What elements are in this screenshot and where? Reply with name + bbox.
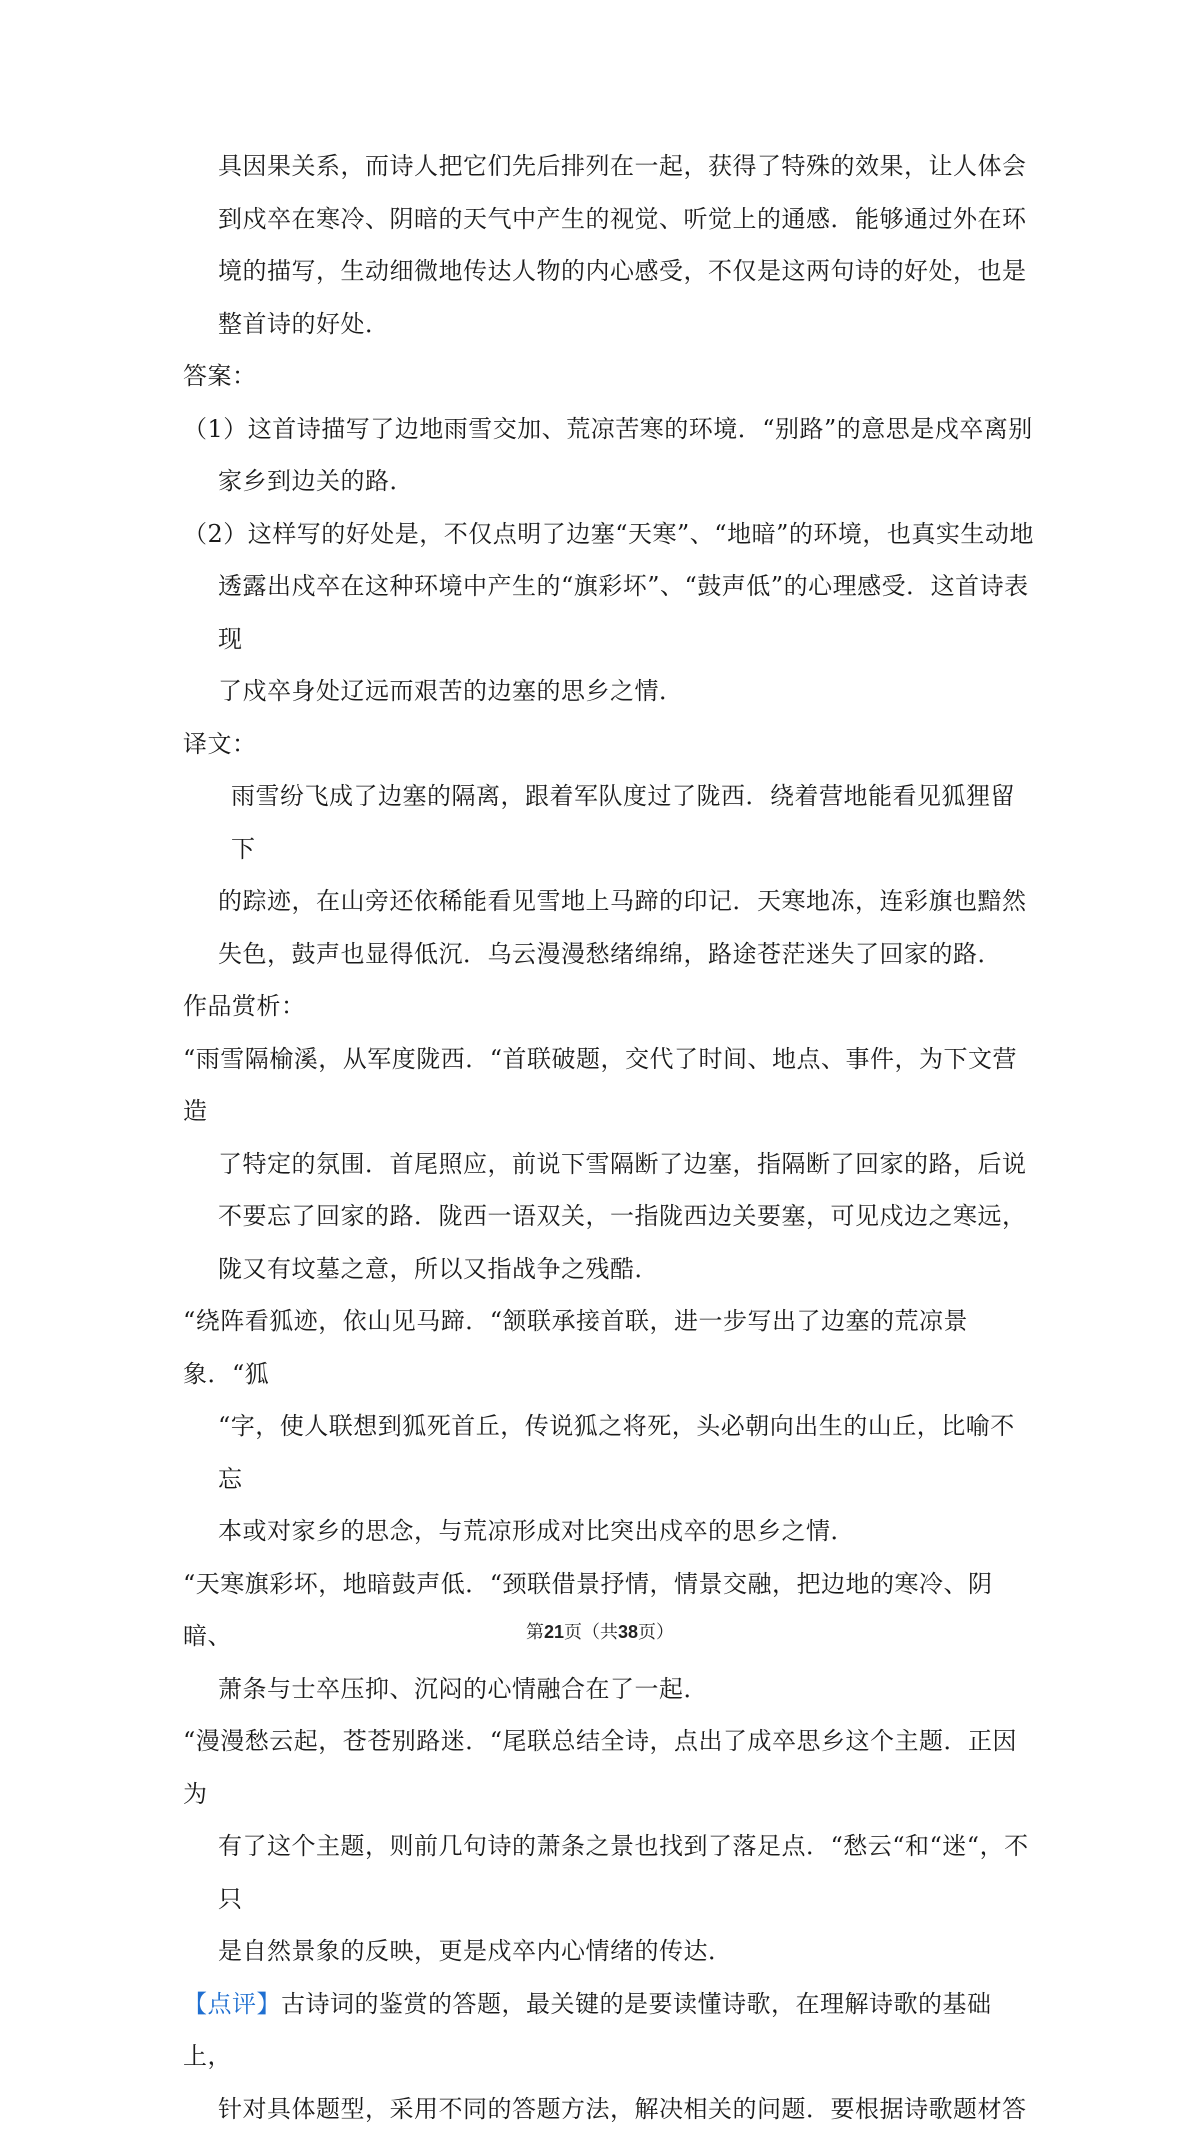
continuation-paragraph bbox=[183, 140, 1038, 350]
text-line: “天寒旗彩坏，地暗鼓声低．“颈联借景抒情，情景交融，把边地的寒冷、阴暗、 bbox=[183, 1558, 1038, 1663]
text-line: （2）这样写的好处是，不仅点明了边塞“天寒”、“地暗”的环境，也真实生动地 bbox=[183, 508, 1038, 561]
text-line: “字，使人联想到狐死首丘，传说狐之将死，头必朝向出生的山丘，比喻不忘 bbox=[183, 1400, 1038, 1505]
footer-total-pages: 38 bbox=[618, 1622, 638, 1642]
answer-1 bbox=[183, 403, 1038, 508]
text-line: 具因果关系，而诗人把它们先后排列在一起，获得了特殊的效果，让人体会 bbox=[183, 140, 1038, 193]
text-line: 境的描写，生动细微地传达人物的内心感受，不仅是这两句诗的好处，也是 bbox=[183, 245, 1038, 298]
text-line: “漫漫愁云起，苍苍别路迷．“尾联总结全诗，点出了成卒思乡这个主题．正因为 bbox=[183, 1715, 1038, 1820]
translation-paragraph bbox=[183, 770, 1038, 980]
text-line: 是自然景象的反映，更是戍卒内心情绪的传达． bbox=[183, 1925, 1038, 1978]
text-line: 失色，鼓声也显得低沉．乌云漫漫愁绪绵绵，路途苍茫迷失了回家的路． bbox=[183, 928, 1038, 981]
text-line: 有了这个主题，则前几句诗的萧条之景也找到了落足点．“愁云“和“迷“，不只 bbox=[183, 1820, 1038, 1925]
footer-prefix: 第 bbox=[526, 1622, 544, 1643]
footer-suffix: 页） bbox=[638, 1622, 674, 1643]
text-line: 雨雪纷飞成了边塞的隔离，跟着军队度过了陇西．绕着营地能看见狐狸留下 bbox=[183, 770, 1038, 875]
footer-mid: 页（共 bbox=[564, 1622, 618, 1643]
comment-tag: 【点评】 bbox=[183, 1990, 281, 2018]
text-line: （1）这首诗描写了边地雨雪交加、荒凉苦寒的环境．“别路”的意思是戍卒离别 bbox=[183, 403, 1038, 456]
translation-label: 译文： bbox=[183, 718, 1038, 771]
appreciation-4 bbox=[183, 1715, 1038, 1978]
text-line: 到戍卒在寒冷、阴暗的天气中产生的视觉、听觉上的通感．能够通过外在环 bbox=[183, 193, 1038, 246]
text-line bbox=[183, 1978, 1038, 2083]
text-line: 陇又有坟墓之意，所以又指战争之残酷． bbox=[183, 1243, 1038, 1296]
text-line: “绕阵看狐迹，依山见马蹄．“颔联承接首联，进一步写出了边塞的荒凉景象．“狐 bbox=[183, 1295, 1038, 1400]
page-content bbox=[183, 140, 1038, 2135]
text-line: 家乡到边关的路． bbox=[183, 455, 1038, 508]
footer-page-number: 21 bbox=[544, 1622, 564, 1642]
text-line: 不要忘了回家的路．陇西一语双关，一指陇西边关要塞，可见戍边之寒远， bbox=[183, 1190, 1038, 1243]
page-footer bbox=[0, 1618, 1200, 1644]
appreciation-label: 作品赏析： bbox=[183, 980, 1038, 1033]
appreciation-1 bbox=[183, 1033, 1038, 1296]
text-line: 了戍卒身处辽远而艰苦的边塞的思乡之情． bbox=[183, 665, 1038, 718]
text-line: 了特定的氛围．首尾照应，前说下雪隔断了边塞，指隔断了回家的路，后说 bbox=[183, 1138, 1038, 1191]
answer-2 bbox=[183, 508, 1038, 718]
comment-paragraph bbox=[183, 1978, 1038, 2135]
text-line: 整首诗的好处． bbox=[183, 298, 1038, 351]
text-line: 针对具体题型，采用不同的答题方法，解决相关的问题．要根据诗歌题材答 bbox=[183, 2083, 1038, 2135]
text-line: 萧条与士卒压抑、沉闷的心情融合在了一起． bbox=[183, 1663, 1038, 1716]
text-line: 本或对家乡的思念，与荒凉形成对比突出戍卒的思乡之情． bbox=[183, 1505, 1038, 1558]
text-line: “雨雪隔榆溪，从军度陇西．“首联破题，交代了时间、地点、事件，为下文营造 bbox=[183, 1033, 1038, 1138]
comment-text: 古诗词的鉴赏的答题，最关键的是要读懂诗歌，在理解诗歌的基础上， bbox=[183, 1990, 992, 2071]
text-line: 的踪迹，在山旁还依稀能看见雪地上马蹄的印记．天寒地冻，连彩旗也黯然 bbox=[183, 875, 1038, 928]
answer-label: 答案： bbox=[183, 350, 1038, 403]
text-line: 透露出戍卒在这种环境中产生的“旗彩坏”、“鼓声低”的心理感受．这首诗表现 bbox=[183, 560, 1038, 665]
appreciation-2 bbox=[183, 1295, 1038, 1558]
